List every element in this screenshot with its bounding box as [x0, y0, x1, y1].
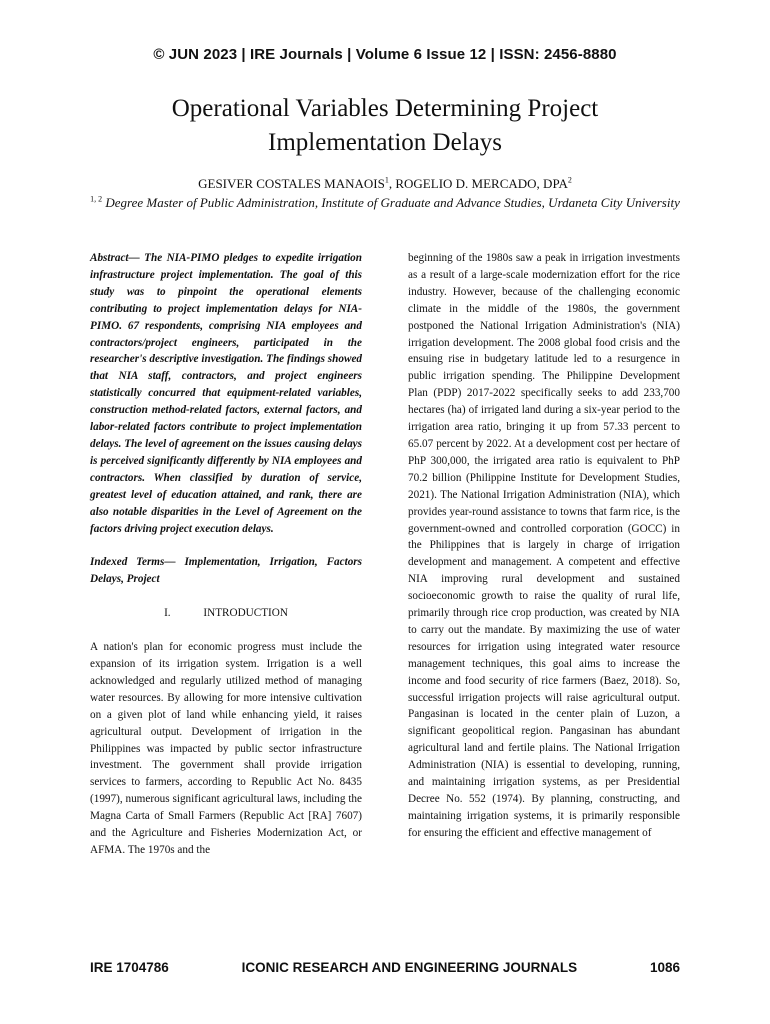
affiliation-marks: 1, 2: [90, 194, 103, 204]
page-number: 1086: [649, 960, 680, 975]
section-number: I.: [164, 607, 171, 620]
author-2: ROGELIO D. MERCADO, DPA: [395, 176, 568, 191]
left-column: [90, 250, 362, 859]
section-heading: [90, 605, 362, 622]
author-1-sup: 1: [384, 175, 389, 185]
right-column: [408, 250, 680, 842]
page-footer: [90, 960, 680, 975]
indexed-terms: Indexed Terms— Implementation, Irrigation, Factors Delays, Project: [90, 556, 362, 586]
journal-header: © JUN 2023 | IRE Journals | Volume 6 Issue 12 | ISSN: 2456-8880: [153, 46, 617, 63]
author-line: [60, 175, 710, 193]
affiliation-text: Degree Master of Public Administration, Institute of Graduate and Advance Studies, Urdaneta City University: [102, 195, 680, 210]
author-separator: ,: [388, 176, 396, 191]
right-column-text: beginning of the 1980s saw a peak in irrigation investments as a result of a large-scale modernization effort for the rice industry. However, because of the challenging economic climate in the middle of the 1980s, the government postponed the National Irrigation Administration's (NIA) irrigation development. The 2008 global food crisis and the ensuing rise in budgetary latitude led to a resurgence in public irrigation spending. The Philippine Development Plan (PDP) 2017-2022 specifically seeks to add 233,700 hectares (ha) of irrigated land during a six-year period to the irrigation area ratio, bringing it up from 57.33 percent to 65.07 percent by 2022. At a development cost per hectare of PhP 300,000, the irrigated area ratio is equivalent to PhP 70.2 billion (Philippine Institute for Development Studies, 2021). The National Irrigation Administration (NIA), which provides year-round assistance to towns that farm rice, is the government-owned and controlled corporation (GOCC) in the Philippines that is largely in charge of irrigation development and management. A competent and effective NIA improving rural development and sustained socioeconomic growth to raise the quality of rural life, primarily through rice crop production, was created by NIA to carry out the mandate. By maximizing the use of water resources for irrigation using integrated water resource management techniques, this goal aims to increase the income and food security of rice farmers (Baez, 2018). So, successful irrigation projects will raise agricultural output. Pangasinan is located in the center plain of Luzon, a significant geopolitical region. Pangasinan has abundant agricultural land and fertile plains. The National Irrigation Administration (NIA) is essential to developing, running, and maintaining irrigation systems, as per Presidential Decree No. 552 (1974). By planning, constructing, and maintaining irrigation systems, it is primarily responsible for ensuring the efficient and effective management of: [408, 252, 680, 839]
affiliation: [90, 194, 680, 212]
section-title: INTRODUCTION: [203, 607, 288, 620]
footer-journal-name: ICONIC RESEARCH AND ENGINEERING JOURNALS: [241, 960, 578, 975]
author-2-sup: 2: [567, 175, 572, 185]
intro-paragraph: A nation's plan for economic progress must include the expansion of its irrigation system. Irrigation is a well acknowledged and regularly utilized method of managing water resources. By allowing for more intensive cultivation on a given plot of land while enhancing yield, it raises agricultural output. Development of irrigation in the Philippines was impacted by public sector infrastructure investment. The government shall provide irrigation services to farmers, according to Republic Act No. 8435 (1997), numerous significant agricultural laws, including the Magna Carta of Small Farmers (Republic Act [RA] 7607) and the Agriculture and Fisheries Modernization Act, or AFMA. The 1970s and the: [90, 641, 362, 856]
author-1: GESIVER COSTALES MANAOIS: [198, 176, 385, 191]
paper-title: Operational Variables Determining Project Implementation Delays: [171, 95, 599, 156]
abstract: Abstract— The NIA-PIMO pledges to expedite irrigation infrastructure project implementation. The goal of this study was to pinpoint the operational elements contributing to project implementation delays for NIA-PIMO. 67 respondents, comprising NIA employees and contractors/project engineers, participated in the researcher's descriptive investigation. The findings showed that NIA staff, contractors, and project engineers statistically concurred that equipment-related variables, construction method-related factors, external factors, and labor-related factors contribute to project implementation delays. The level of agreement on the issues causing delays is perceived significantly differently by NIA employees and contractors. When classified by duration of service, greatest level of education attained, and rank, there are also notable disparities in the Level of Agreement on the factors driving project execution delays.: [90, 252, 362, 535]
footer-id: IRE 1704786: [90, 960, 169, 975]
